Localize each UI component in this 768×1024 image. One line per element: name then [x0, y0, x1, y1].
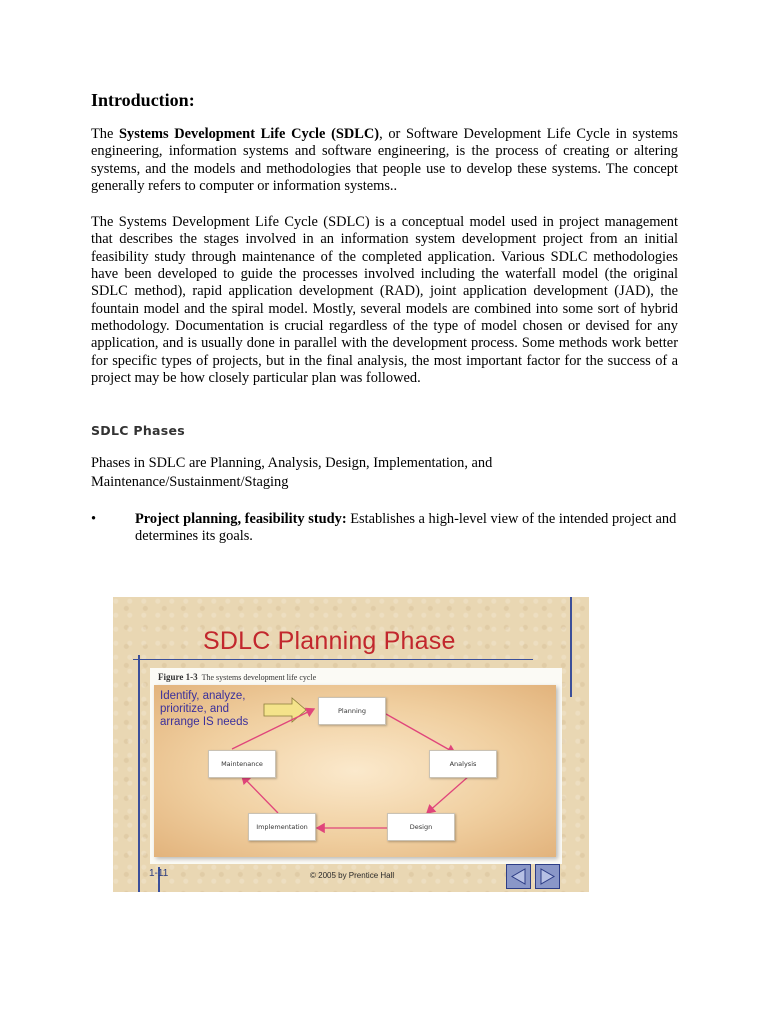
intro-text-start: The	[91, 126, 120, 142]
sdlc-description-paragraph: The Systems Development Life Cycle (SDLC) is a conceptual model used in project management that describes the stages involved in an information system development project from an initial feasibility study through maintenance of the completed application. Various SDLC methodologies have been developed to guide the processes involved including the waterfall model (the original SDLC method), rapid application development (RAD), joint application development (JAD), the fountain model and the spiral model. Mostly, several models are combined into some sort of hybrid methodology. Documentation is crucial regardless of the type of model chosen or devised for any application, and is usually done in parallel with the development process. Some methods work better for specific types of projects, but in the final analysis, the most important factor for the success of a project may be how closely particular plan was followed.	[91, 214, 678, 387]
slide-decor-line	[138, 655, 140, 892]
phase-analysis-box: Analysis	[429, 750, 497, 778]
phases-subheading: SDLC Phases	[91, 423, 186, 438]
figure-panel	[150, 668, 562, 864]
figure-caption	[158, 672, 316, 682]
phases-line-1: Phases in SDLC are Planning, Analysis, Design, Implementation, and	[91, 455, 493, 471]
figure-caption-text: The systems development life cycle	[201, 673, 317, 682]
callout-line-3: arrange IS needs	[160, 716, 249, 728]
intro-text-rest: , or Software Development Life Cycle in systems engineering, information systems and software engineering, is the process of creating or altering systems, and the models and methodologies that people use to develop these systems. The concept generally refers to computer or information systems..	[91, 126, 678, 195]
phase-implementation-box: Implementation	[248, 813, 316, 841]
sdlc-cycle-diagram	[154, 685, 556, 857]
figure-label: Figure 1-3	[158, 672, 198, 682]
bullet-icon: •	[91, 511, 97, 527]
slide-title: SDLC Planning Phase	[203, 627, 456, 655]
triangle-left-icon	[507, 865, 530, 888]
slide-copyright: © 2005 by Prentice Hall	[310, 871, 395, 880]
sdlc-term: Systems Development Life Cycle (SDLC)	[119, 126, 380, 142]
phase-maintenance-box: Maintenance	[208, 750, 276, 778]
arrow-planning-analysis	[386, 714, 455, 753]
bullet-text	[111, 511, 678, 546]
triangle-right-icon	[536, 865, 559, 888]
phase-design-box: Design	[387, 813, 455, 841]
slide-decor-line	[570, 597, 572, 697]
arrow-analysis-design	[427, 776, 469, 813]
bullet-term: Project planning, feasibility study:	[135, 511, 347, 527]
arrow-implementation-maintenance	[242, 776, 278, 813]
planning-callout	[160, 690, 280, 729]
phase-planning-box: Planning	[318, 697, 386, 725]
sdlc-slide-figure	[113, 597, 589, 892]
phases-line-2: Maintenance/Sustainment/Staging	[91, 474, 289, 490]
slide-number: 1-11	[149, 868, 169, 879]
intro-paragraph	[91, 126, 678, 195]
next-slide-button[interactable]	[535, 864, 560, 889]
bullet-list-item	[91, 511, 678, 546]
slide-decor-line	[133, 659, 533, 660]
callout-line-1: Identify, analyze,	[160, 690, 246, 702]
section-heading: Introduction:	[91, 90, 195, 110]
callout-line-2: prioritize, and	[160, 703, 230, 715]
bullet-description: Establishes a high-level view of the intended project and determines its goals.	[135, 511, 677, 545]
phases-paragraph	[91, 454, 678, 492]
prev-slide-button[interactable]	[506, 864, 531, 889]
